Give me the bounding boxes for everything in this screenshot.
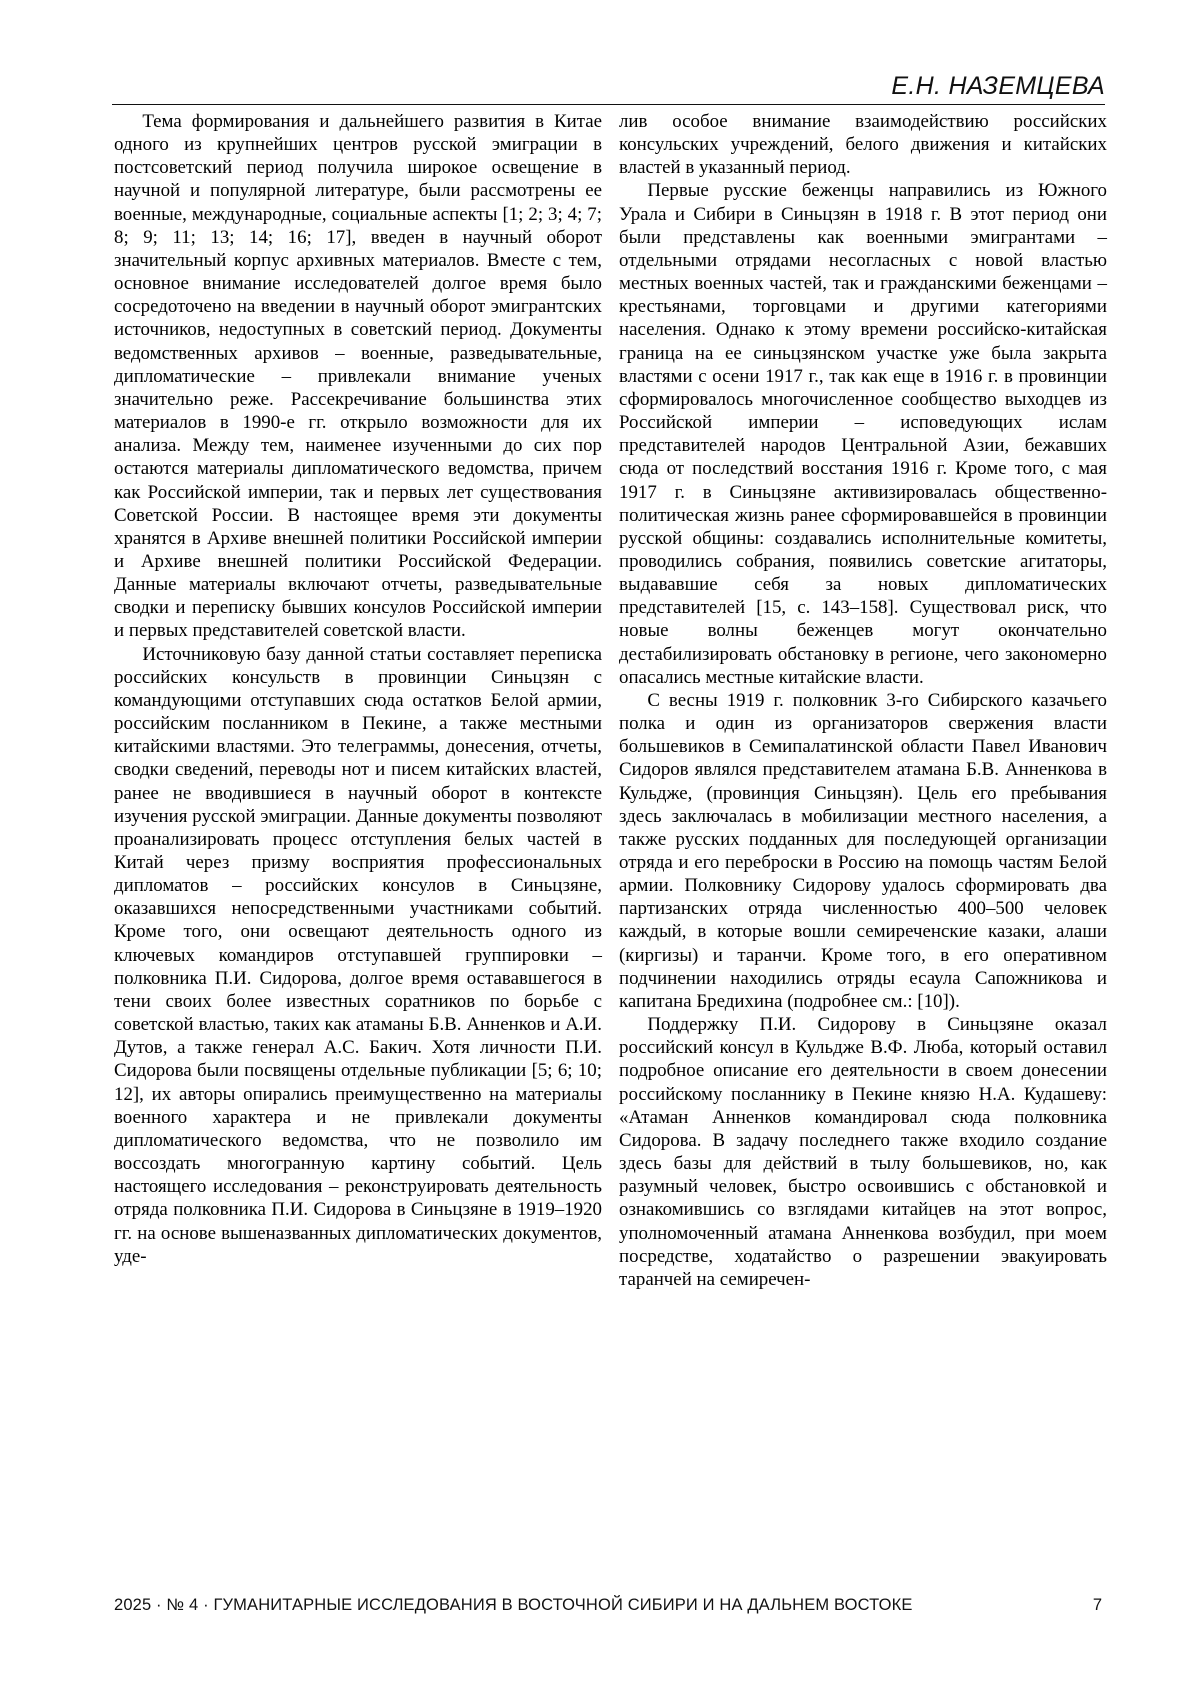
paragraph-continuation: лив особое внимание взаимодействию российских консульских учреждений, белого движения и китайских властей в указанный период.: [619, 111, 1107, 179]
left-column: [114, 110, 602, 1268]
right-column: [619, 110, 1107, 1291]
footer-journal-title: 2025 · № 4 · ГУМАНИТАРНЫЕ ИССЛЕДОВАНИЯ В ВОСТОЧНОЙ СИБИРИ И НА ДАЛЬНЕМ ВОСТОКЕ: [114, 1596, 913, 1614]
paragraph-sources: Источниковую базу данной статьи составляет переписка российских консульств в провинции Синьцзян с командующими отступавших сюда остатков Белой армии, российским посланником в Пекине, а также местными китайскими властями. Это телеграммы, донесения, отчеты, сводки сведений, переводы нот и писем китайских властей, ранее не вводившиеся в научный оборот в контексте изучения русской эмиграции. Данные документы позволяют проанализировать процесс отступления белых частей в Китай через призму восприятия профессиональных дипломатов – российских консулов в Синьцзяне, оказавшихся непосредственными участниками событий. Кроме того, они освещают деятельность одного из ключевых командиров отступавшей группировки – полковника П.И. Сидорова, долгое время остававшегося в тени своих более известных соратников по борьбе с советской властью, таких как атаманы Б.В. Анненков и А.И. Дутов, а также генерал А.С. Бакич. Хотя личности П.И. Сидорова были посвящены отдельные публикации [5; 6; 10; 12], их авторы опирались преимущественно на материалы военного характера и не привлекали документы дипломатического ведомства, что не позволило им воссоздать многогранную картину событий. Цель настоящего исследования – реконструировать деятельность отряда полковника П.И. Сидорова в Синьцзяне в 1919–1920 гг. на основе вышеназванных дипломатических документов, уде-: [114, 643, 602, 1267]
running-head-author: Е.Н. НАЗЕМЦЕВА: [891, 72, 1105, 100]
header-rule: [112, 104, 1105, 105]
paragraph-consul-support: Поддержку П.И. Сидорову в Синьцзяне оказал российский консул в Кульдже В.Ф. Люба, который оставил подробное описание его деятельности в своем донесении российскому посланнику в Пекине князю Н.А. Кудашеву: «Атаман Анненков командировал сюда полковника Сидорова. В задачу последнего также входило создание здесь базы для действий в тылу большевиков, но, как разумный человек, быстро освоившись с обстановкой и ознакомившись со взглядами китайцев на этот вопрос, уполномоченный атамана Анненкова возбудил, при моем посредстве, ходатайство о разрешении эвакуировать таранчей на семиречен-: [619, 1014, 1107, 1290]
paragraph-intro: Тема формирования и дальнейшего развития в Китае одного из крупнейших центров русской эмиграции в постсоветский период получила широкое освещение в научной и популярной литературе, были рассмотрены ее военные, международные, социальные аспекты [1; 2; 3; 4; 7; 8; 9; 11; 13; 14; 16; 17], введен в научный оборот значительный корпус архивных материалов. Вместе с тем, основное внимание исследователей долгое время было сосредоточено на введении в научный оборот эмигрантских источников, недоступных в советский период. Документы ведомственных архивов – военные, разведывательные, дипломатические – привлекали внимание ученых значительно реже. Рассекречивание большинства этих материалов в 1990-е гг. открыло возможности для их анализа. Между тем, наименее изученными до сих пор остаются материалы дипломатического ведомства, причем как Российской империи, так и первых лет существования Советской России. В настоящее время эти документы хранятся в Архиве внешней политики Российской империи и Архиве внешней политики Российской Федерации. Данные материалы включают отчеты, разведывательные сводки и переписку бывших консулов Российской империи и первых представителей советской власти.: [114, 111, 602, 642]
footer-page-number: 7: [1092, 1596, 1102, 1614]
paragraph-sidorov: С весны 1919 г. полковник 3-го Сибирского казачьего полка и один из организаторов свержения власти большевиков в Семипалатинской области Павел Иванович Сидоров являлся представителем атамана Б.В. Анненкова в Кульдже, (провинция Синьцзян). Цель его пребывания здесь заключалась в мобилизации местного населения, а также русских подданных для последующей организации отряда и его переброски в Россию на помощь частям Белой армии. Полковнику Сидорову удалось сформировать два партизанских отряда численностью 400–500 человек каждый, в которые вошли семиреченские казаки, алаши (киргизы) и таранчи. Кроме того, в его оперативном подчинении находились отряды есаула Сапожникова и капитана Бредихина (подробнее см.: [10]).: [619, 689, 1107, 1012]
paragraph-first-refugees: Первые русские беженцы направились из Южного Урала и Сибири в Синьцзян в 1918 г. В этот период они были представлены как военными эмигрантами – отдельными отрядами несогласных с новой властью местных военных частей, так и гражданскими беженцами – крестьянами, торговцами и другими категориями населения. Однако к этому времени российско-китайская граница на ее синьцзянском участке уже была закрыта властями с осени 1917 г., так как еще в 1916 г. в провинции сформировалось многочисленное сообщество выходцев из Российской империи – исповедующих ислам представителей народов Центральной Азии, бежавших сюда от последствий восстания 1916 г. Кроме того, с мая 1917 г. в Синьцзяне активизировалась общественно-политическая жизнь ранее сформировавшейся в провинции русской общины: создавались исполнительные комитеты, проводились собрания, появились советские агитаторы, выдававшие себя за новых дипломатических представителей [15, с. 143–158]. Существовал риск, что новые волны беженцев могут окончательно дестабилизировать обстановку в регионе, чего закономерно опасались местные китайские власти.: [619, 180, 1107, 688]
